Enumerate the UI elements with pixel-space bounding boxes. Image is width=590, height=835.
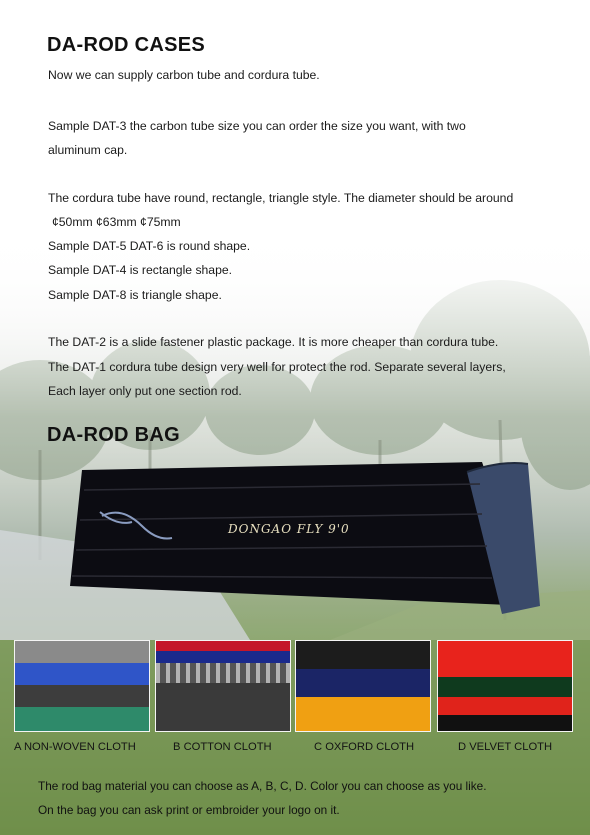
swatch-label-b: B COTTON CLOTH [173,741,272,753]
swatch-band [296,669,430,697]
swatch-band [438,641,572,677]
swatch-non-woven [14,640,150,732]
swatch-band [15,707,149,732]
section-title-rod-cases: DA-ROD CASES [47,34,206,56]
paragraph-line: Sample DAT-4 is rectangle shape. [48,263,233,277]
swatch-band [156,651,290,663]
swatch-label-a: A NON-WOVEN CLOTH [14,741,136,753]
swatch-band [296,641,430,669]
footer-line: The rod bag material you can choose as A, B, C, D. Color you can choose as you like. [38,779,487,793]
swatch-band [15,663,149,685]
paragraph-line: Now we can supply carbon tube and cordura tube. [48,68,320,82]
bag-print-text: DONGAO FLY 9'0 [228,522,350,536]
paragraph-line: The cordura tube have round, rectangle, triangle style. The diameter should be around [48,191,514,205]
swatch-velvet [437,640,573,732]
paragraph-line: Sample DAT-8 is triangle shape. [48,288,222,302]
swatch-label-d: D VELVET CLOTH [458,741,553,753]
swatch-band [438,697,572,715]
footer-line: On the bag you can ask print or embroider your logo on it. [38,803,340,817]
swatch-band [156,641,290,651]
swatch-band [156,663,290,683]
rod-bag-image [62,456,552,622]
swatch-band [438,677,572,697]
swatch-label-c: C OXFORD CLOTH [314,741,415,753]
swatch-cotton [155,640,291,732]
paragraph-line: aluminum cap. [48,143,128,157]
paragraph-line: The DAT-2 is a slide fastener plastic package. It is more cheaper than cordura tube. [48,335,499,349]
swatch-band [156,683,290,732]
swatch-band [296,697,430,732]
swatch-band [438,715,572,732]
swatch-band [15,641,149,663]
paragraph-line: The DAT-1 cordura tube design very well for protect the rod. Separate several layers, [48,360,506,374]
paragraph-line: Sample DAT-3 the carbon tube size you can order the size you want, with two [48,119,466,133]
swatch-band [15,685,149,707]
paragraph-line: Each layer only put one section rod. [48,384,242,398]
diameter-line: ¢50mm ¢63mm ¢75mm [52,215,181,229]
paragraph-line: Sample DAT-5 DAT-6 is round shape. [48,239,251,253]
section-title-rod-bag: DA-ROD BAG [47,424,180,446]
swatch-oxford [295,640,431,732]
